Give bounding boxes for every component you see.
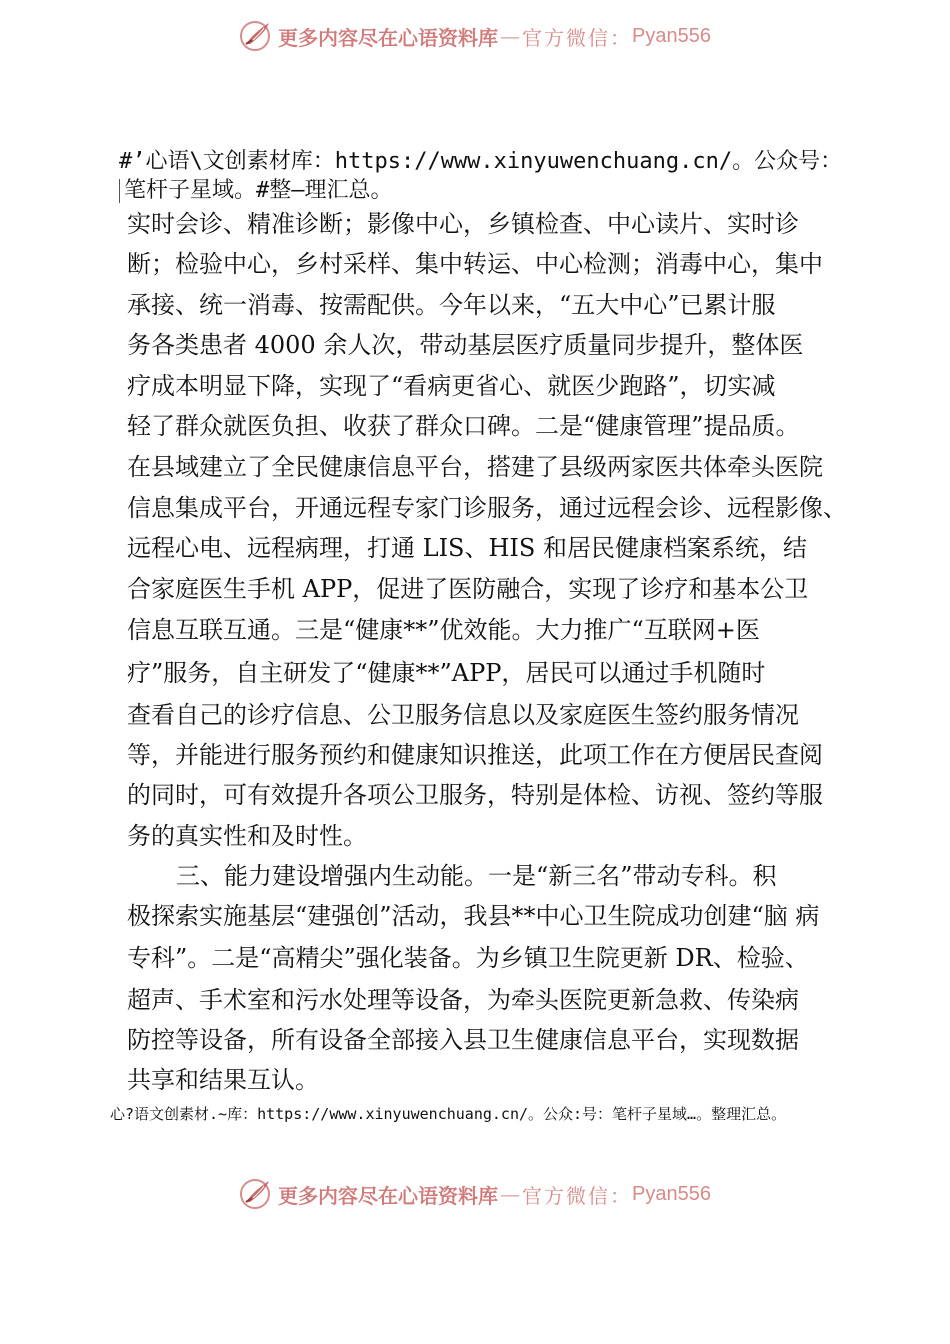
body-line: 实时会诊、精准诊断；影像中心，乡镇检查、中心读片、实时诊 <box>127 210 799 238</box>
footer-banner-wechat-label: 官方微信： <box>522 1183 632 1208</box>
body-line: 信息互联互通。三是“健康**”优效能。大力推广“互联网+医 <box>127 616 760 644</box>
source-notice-top-line1: #’心语\文创素材库：https://www.xinyuwenchuang.cn/。公众号： <box>119 149 843 174</box>
body-line: 承接、统一消毒、按需配供。今年以来，“五大中心”已累计服 <box>127 291 776 319</box>
body-line: 务的真实性和及时性。 <box>127 822 367 850</box>
banner-separator: — <box>500 24 520 48</box>
body-line: 在县域建立了全民健康信息平台，搭建了县级两家医共体牵头医院 <box>127 453 823 481</box>
body-line: 务各类患者 4000 余人次，带动基层医疗质量同步提升，整体医 <box>127 331 804 359</box>
banner-wechat-label: 官方微信： <box>522 25 632 50</box>
body-line: 查看自己的诊疗信息、公卫服务信息以及家庭医生签约服务情况 <box>127 701 799 729</box>
body-line: 三、能力建设增强内生动能。一是“新三名”带动专科。积 <box>176 862 777 890</box>
footer-banner-separator: — <box>500 1182 520 1206</box>
quill-pen-icon <box>238 1176 274 1212</box>
source-notice-bottom: 心?语文创素材.~库：https://www.xinyuwenchuang.cn/。公众:号：笔杆子星域…。整理汇总。 <box>110 1105 787 1123</box>
body-line: 极探索实施基层“建强创”活动，我县**中心卫生院成功创建“脑 病 <box>127 902 820 930</box>
body-line: 专科”。二是“高精尖”强化装备。为乡镇卫生院更新 DR、检验、 <box>127 944 809 972</box>
quill-pen-icon <box>238 18 274 54</box>
body-line: 疗成本明显下降，实现了“看病更省心、就医少跑路”，切实减 <box>127 372 776 400</box>
banner-wechat-id: Pyan556 <box>632 24 711 47</box>
footer-banner <box>238 1174 711 1214</box>
body-line: 轻了群众就医负担、收获了群众口碑。二是“健康管理”提品质。 <box>127 412 800 440</box>
footer-banner-site-text: 更多内容尽在心语资料库 <box>278 1183 498 1208</box>
body-line: 超声、手术室和污水处理等设备，为牵头医院更新急救、传染病 <box>127 986 799 1014</box>
footer-banner-wechat-id: Pyan556 <box>632 1182 711 1205</box>
body-line: 远程心电、远程病理，打通 LIS、HIS 和居民健康档案系统，结 <box>127 534 807 562</box>
body-line: 等，并能进行服务预约和健康知识推送，此项工作在方便居民查阅 <box>127 741 823 769</box>
body-line: 防控等设备，所有设备全部接入县卫生健康信息平台，实现数据 <box>127 1026 799 1054</box>
body-line: 信息集成平台，开通远程专家门诊服务，通过远程会诊、远程影像、 <box>127 494 847 522</box>
body-line: 的同时，可有效提升各项公卫服务，特别是体检、访视、签约等服 <box>127 781 823 809</box>
source-notice-top-line2-wrap <box>119 176 393 206</box>
banner-site-text: 更多内容尽在心语资料库 <box>278 25 498 50</box>
body-line: 共享和结果互认。 <box>127 1066 319 1094</box>
body-line: 合家庭医生手机 APP，促进了医防融合，实现了诊疗和基本公卫 <box>127 575 809 603</box>
body-line: 疗”服务，自主研发了“健康**”APP，居民可以通过手机随时 <box>127 659 766 687</box>
body-line: 断；检验中心，乡村采样、集中转运、中心检测；消毒中心，集中 <box>127 250 823 278</box>
header-banner <box>238 16 711 56</box>
source-notice-top-line2: 笔杆子星域。#整—理汇总。 <box>124 178 393 203</box>
text-cursor-bar <box>119 179 120 203</box>
